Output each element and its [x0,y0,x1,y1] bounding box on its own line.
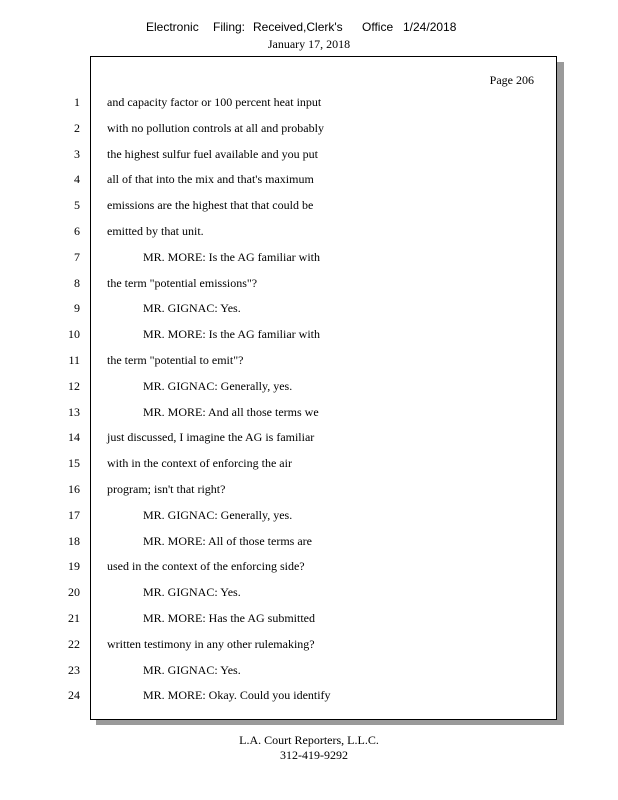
line-text: program; isn't that right? [107,482,226,496]
line-text: MR. MORE: Is the AG familiar with [143,249,320,264]
stamp-received: Received,Clerk's [253,20,343,34]
transcript-line [0,172,618,192]
line-number: 6 [74,224,80,238]
line-number: 18 [68,533,80,548]
transcript-line [0,430,618,450]
line-text: with no pollution controls at all and probably [107,120,324,135]
line-text: MR. GIGNAC: Yes. [143,301,241,316]
transcript-line [0,301,618,321]
line-text: MR. MORE: Has the AG submitted [143,611,316,625]
line-number: 23 [68,662,80,677]
transcript-line [0,405,618,425]
line-number: 22 [68,636,80,651]
line-text: emitted by that unit. [107,224,204,238]
line-text: MR. MORE: Okay. Could you identify [143,688,331,703]
transcript-date: January 17, 2018 [267,37,351,51]
transcript-line [0,637,618,657]
transcript-line [0,456,618,476]
line-number: 14 [68,430,80,445]
line-number: 10 [68,327,80,342]
line-text: the highest sulfur fuel available and you put [107,146,318,161]
transcript-line [0,663,618,683]
stamp-date: 1/24/2018 [403,20,457,34]
transcript-line [0,379,618,399]
transcript-line [0,585,618,605]
line-text: the term "potential emissions"? [107,275,258,290]
line-text: MR. GIGNAC: Yes. [143,585,241,600]
line-number: 8 [74,275,80,290]
line-text: emissions are the highest that that could be [107,198,314,213]
transcript-line [0,121,618,141]
line-number: 21 [68,611,80,625]
transcript-line [0,559,618,579]
line-text: just discussed, I imagine the AG is familiar [107,430,315,445]
transcript-line [0,224,618,244]
line-number: 24 [68,688,80,703]
line-number: 12 [68,378,80,393]
line-number: 2 [74,120,80,135]
line-number: 13 [68,404,80,419]
line-number: 11 [68,353,80,367]
line-text: MR. MORE: And all those terms we [143,404,319,419]
line-text: MR. GIGNAC: Generally, yes. [143,507,293,522]
transcript-line [0,534,618,554]
page-number: Page 206 [489,73,534,87]
stamp-office: Office [362,20,394,34]
line-text: written testimony in any other rulemaking? [107,636,315,651]
line-number: 16 [68,482,80,496]
line-number: 19 [68,559,80,574]
line-number: 9 [74,301,80,316]
line-number: 15 [68,456,80,471]
transcript-line [0,353,618,373]
line-text: with in the context of enforcing the air [107,456,292,471]
line-text: used in the context of the enforcing side? [107,559,305,574]
transcript-line [0,250,618,270]
transcript-line [0,198,618,218]
transcript-line [0,147,618,167]
line-text: MR. MORE: All of those terms are [143,533,312,548]
line-number: 3 [74,146,80,161]
transcript-line [0,688,618,708]
footer-phone: 312-419-9292 [280,748,348,762]
line-text: all of that into the mix and that's maximum [107,172,314,187]
transcript-line [0,482,618,502]
transcript-line [0,95,618,115]
transcript-line [0,327,618,347]
stamp-electronic: Electronic [146,20,199,34]
line-number: 20 [68,585,80,600]
line-text: MR. GIGNAC: Yes. [143,662,241,677]
line-number: 5 [74,198,80,213]
line-text: and capacity factor or 100 percent heat input [107,95,322,109]
line-number: 17 [68,507,80,522]
line-text: the term "potential to emit"? [107,353,244,367]
stamp-filing: Filing: [213,20,246,34]
line-text: MR. GIGNAC: Generally, yes. [143,378,293,393]
transcript-line [0,611,618,631]
transcript-line [0,508,618,528]
line-number: 4 [74,172,80,187]
transcript-line [0,276,618,296]
line-number: 1 [74,95,80,109]
line-text: MR. MORE: Is the AG familiar with [143,327,320,342]
footer-reporter: L.A. Court Reporters, L.L.C. [239,733,379,747]
line-number: 7 [74,249,80,264]
